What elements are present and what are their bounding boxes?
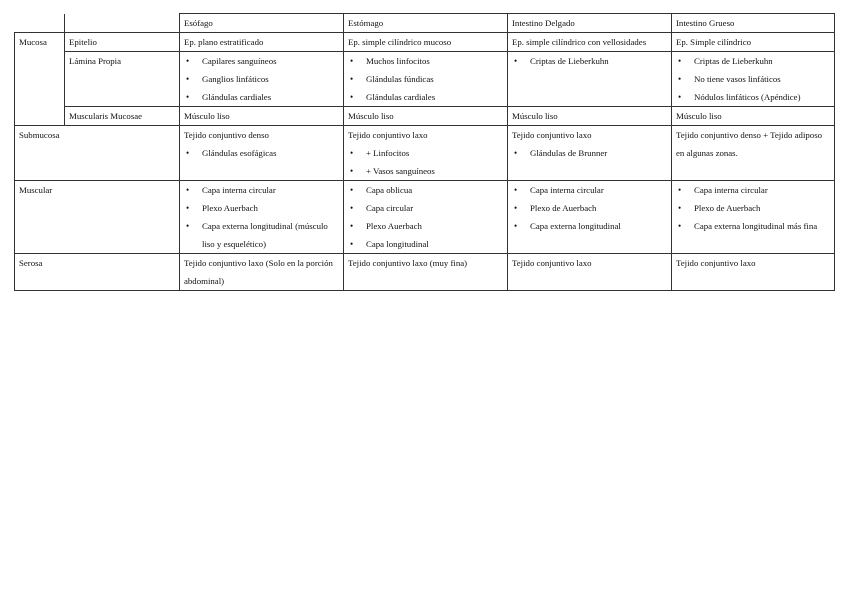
- header-blank-cell: [15, 14, 65, 33]
- header-esofago: Esófago: [180, 14, 344, 33]
- bullet-list: [512, 144, 667, 162]
- list-item: • Capa oblicua: [348, 181, 503, 199]
- cell: Tejido conjuntivo laxo: [508, 254, 672, 291]
- cell: [180, 126, 344, 181]
- list-item: • Glándulas esofágicas: [184, 144, 339, 162]
- row-label-submucosa: Submucosa: [15, 126, 180, 181]
- row-label-serosa: Serosa: [15, 254, 180, 291]
- cell: Tejido conjuntivo laxo (Solo en la porción abdominal): [180, 254, 344, 291]
- header-intestino-grueso: Intestino Grueso: [672, 14, 835, 33]
- cell: [672, 181, 835, 254]
- table-row: [15, 181, 835, 254]
- cell: Tejido conjuntivo laxo (muy fina): [344, 254, 508, 291]
- list-item: • Capa interna circular: [512, 181, 667, 199]
- list-item: • Plexo de Auerbach: [512, 199, 667, 217]
- list-item: • Capa circular: [348, 199, 503, 217]
- list-item: • + Linfocitos: [348, 144, 503, 162]
- bullet-list: [348, 144, 503, 180]
- cell: Músculo liso: [672, 107, 835, 126]
- bullet-list: [348, 52, 503, 106]
- list-item: • Criptas de Lieberkuhn: [676, 52, 830, 70]
- list-item: • Capa interna circular: [184, 181, 339, 199]
- cell: Tejido conjuntivo laxo: [672, 254, 835, 291]
- header-row: [15, 14, 835, 33]
- list-item: • Capa externa longitudinal (músculo liso y esquelético): [184, 217, 339, 253]
- cell: Músculo liso: [344, 107, 508, 126]
- cell: Ep. Simple cilíndrico: [672, 33, 835, 52]
- cell: [344, 181, 508, 254]
- cell: Ep. simple cilíndrico con vellosidades: [508, 33, 672, 52]
- cell: [672, 52, 835, 107]
- list-item: • Criptas de Lieberkuhn: [512, 52, 667, 70]
- cell: [508, 126, 672, 181]
- sublabel-lamina-propia: Lámina Propia: [65, 52, 180, 107]
- sublabel-epitelio: Epitelio: [65, 33, 180, 52]
- header-blank-cell: [65, 14, 180, 33]
- list-item: • Glándulas de Brunner: [512, 144, 667, 162]
- cell: [508, 52, 672, 107]
- bullet-list: [184, 52, 339, 106]
- row-label-mucosa: Mucosa: [15, 33, 65, 126]
- list-item: • + Vasos sanguíneos: [348, 162, 503, 180]
- cell: Ep. plano estratificado: [180, 33, 344, 52]
- cell: [180, 181, 344, 254]
- bullet-list: [676, 52, 830, 106]
- cell-text: Tejido conjuntivo laxo: [512, 130, 592, 140]
- table-row: [15, 126, 835, 181]
- cell-text: Tejido conjuntivo denso: [184, 130, 269, 140]
- cell: [508, 181, 672, 254]
- bullet-list: [184, 181, 339, 253]
- header-estomago: Estómago: [344, 14, 508, 33]
- sublabel-muscularis-mucosae: Muscularis Mucosae: [65, 107, 180, 126]
- list-item: • Muchos linfocitos: [348, 52, 503, 70]
- list-item: • Capa externa longitudinal: [512, 217, 667, 235]
- cell: [344, 126, 508, 181]
- list-item: • Ganglios linfáticos: [184, 70, 339, 88]
- document-page: [14, 13, 835, 291]
- table-row: [15, 107, 835, 126]
- list-item: • Glándulas cardiales: [184, 88, 339, 106]
- list-item: • Plexo Auerbach: [184, 199, 339, 217]
- cell: Tejido conjuntivo denso + Tejido adiposo en algunas zonas.: [672, 126, 835, 181]
- cell: [344, 52, 508, 107]
- list-item: • Glándulas fúndicas: [348, 70, 503, 88]
- bullet-list: [184, 144, 339, 162]
- digestive-layers-table: [14, 13, 835, 291]
- cell: Músculo liso: [180, 107, 344, 126]
- table-row: [15, 254, 835, 291]
- bullet-list: [512, 52, 667, 70]
- list-item: • Nódulos linfáticos (Apéndice): [676, 88, 830, 106]
- list-item: • Plexo de Auerbach: [676, 199, 830, 217]
- cell: [180, 52, 344, 107]
- cell: Ep. simple cilíndrico mucoso: [344, 33, 508, 52]
- list-item: • Glándulas cardiales: [348, 88, 503, 106]
- list-item: • Plexo Auerbach: [348, 217, 503, 235]
- cell-text: Tejido conjuntivo laxo: [348, 130, 428, 140]
- list-item: • Capa externa longitudinal más fina: [676, 217, 830, 235]
- header-intestino-delgado: Intestino Delgado: [508, 14, 672, 33]
- list-item: • Capilares sanguíneos: [184, 52, 339, 70]
- table-row: [15, 52, 835, 107]
- list-item: • Capa interna circular: [676, 181, 830, 199]
- bullet-list: [348, 181, 503, 253]
- list-item: • No tiene vasos linfáticos: [676, 70, 830, 88]
- row-label-muscular: Muscular: [15, 181, 180, 254]
- bullet-list: [512, 181, 667, 235]
- list-item: • Capa longitudinal: [348, 235, 503, 253]
- cell: Músculo liso: [508, 107, 672, 126]
- table-row: [15, 33, 835, 52]
- bullet-list: [676, 181, 830, 235]
